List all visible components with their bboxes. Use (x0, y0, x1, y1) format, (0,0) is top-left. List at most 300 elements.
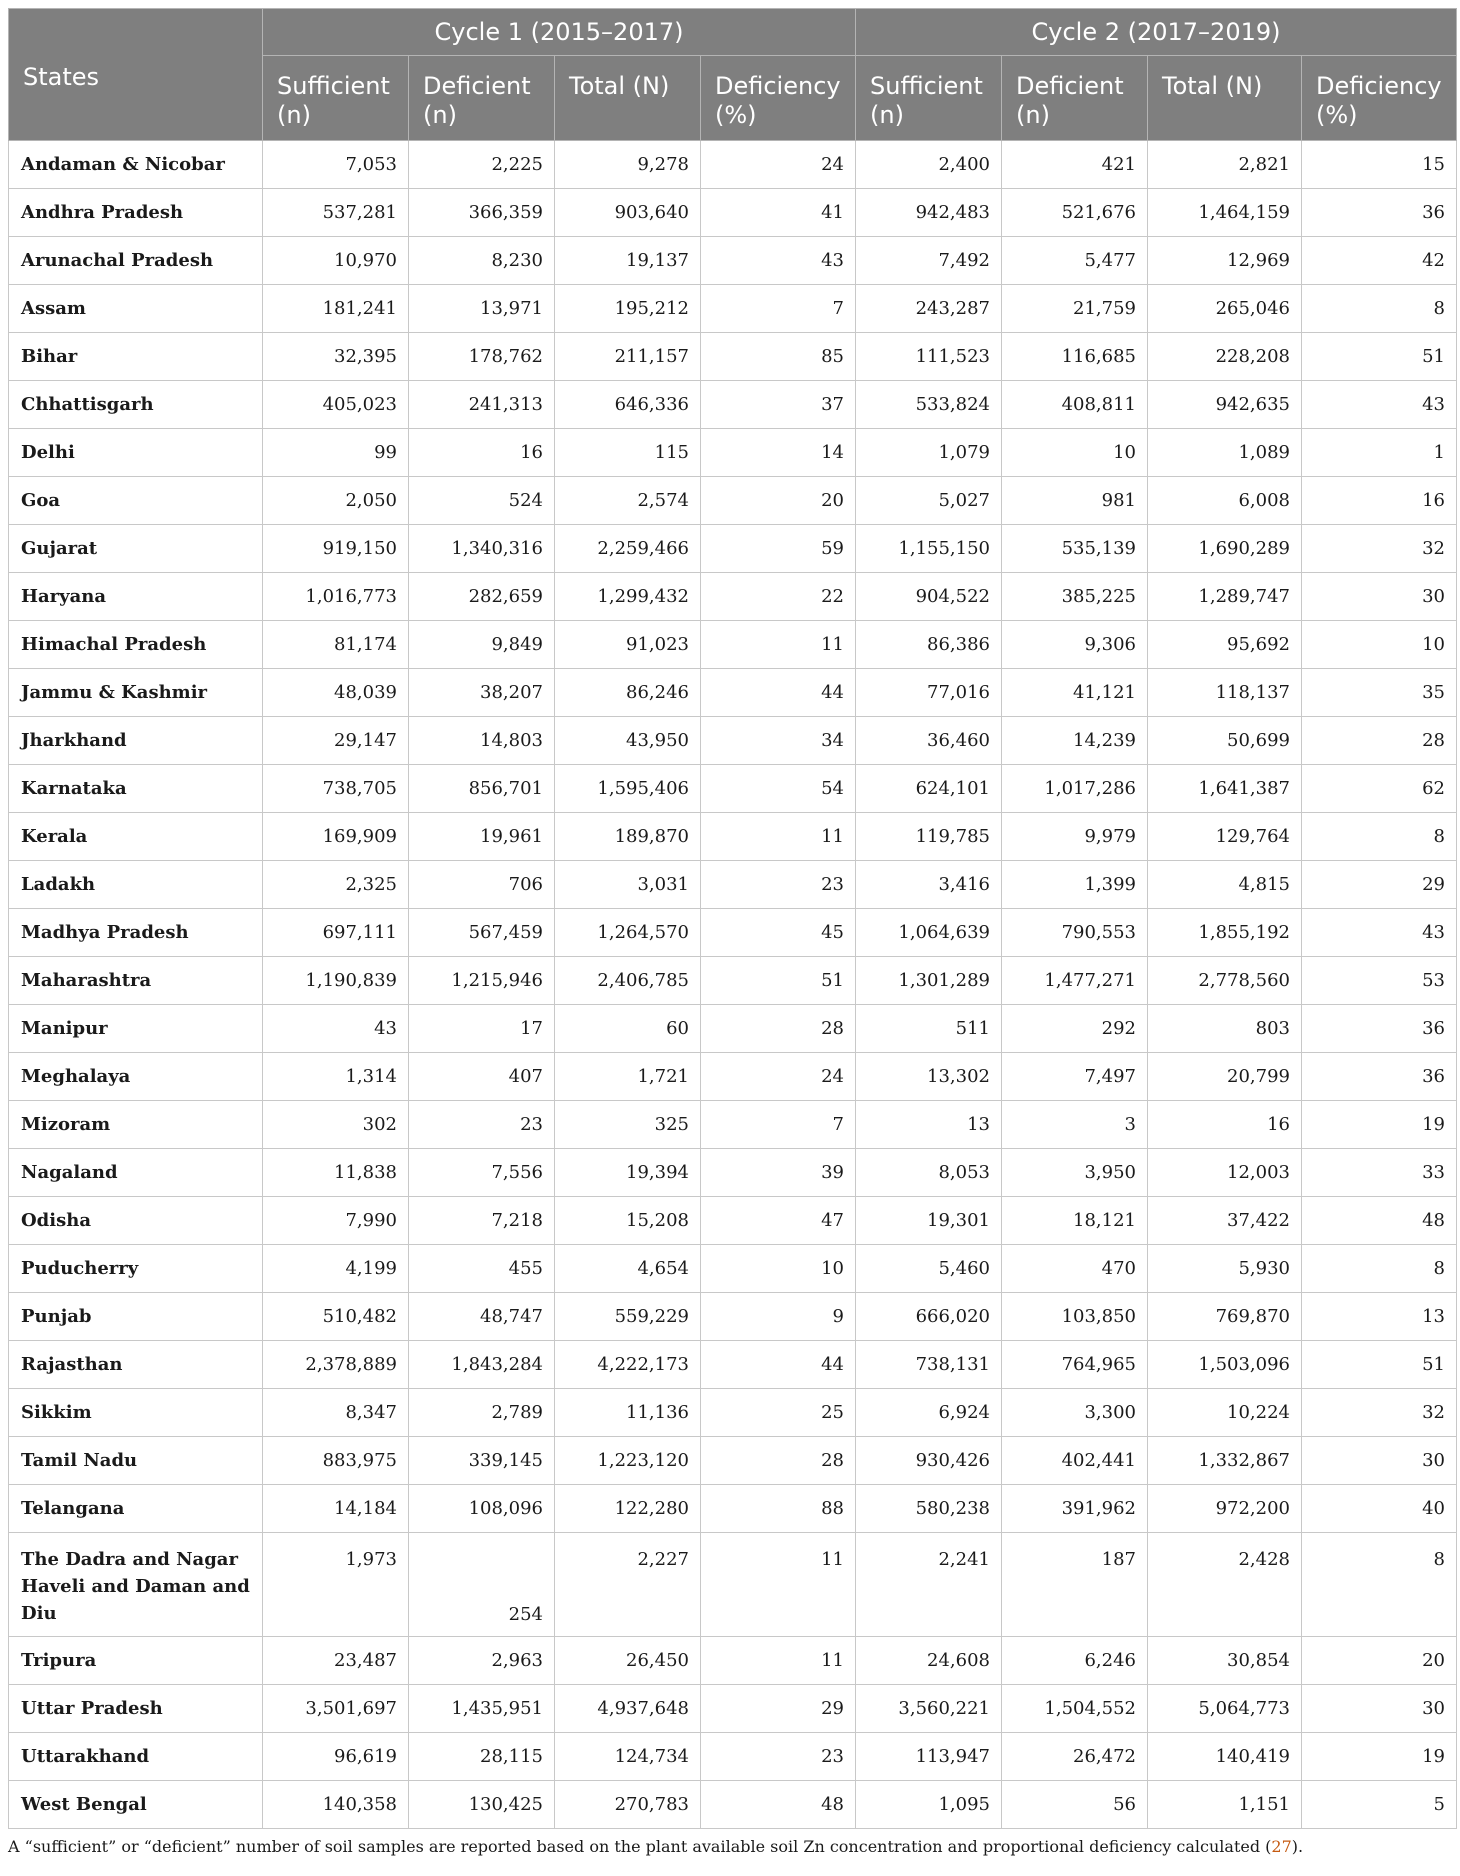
value-cell: 11 (701, 813, 856, 861)
value-cell: 366,359 (409, 189, 555, 237)
value-cell: 42 (1302, 237, 1457, 285)
value-cell: 33 (1302, 1149, 1457, 1197)
state-name-cell: Nagaland (9, 1149, 263, 1197)
value-cell: 43 (1302, 381, 1457, 429)
state-name-cell: Jammu & Kashmir (9, 669, 263, 717)
table-row (9, 1005, 1457, 1053)
state-name-cell: Assam (9, 285, 263, 333)
value-cell: 59 (701, 525, 856, 573)
value-cell: 1,477,271 (1002, 957, 1148, 1005)
value-cell: 6,246 (1002, 1637, 1148, 1685)
value-cell: 524 (409, 477, 555, 525)
states-header: States (9, 9, 263, 141)
value-cell: 17 (409, 1005, 555, 1053)
value-cell: 2,789 (409, 1389, 555, 1437)
value-cell: 1,332,867 (1148, 1437, 1302, 1485)
value-cell: 140,358 (263, 1781, 409, 1829)
value-cell: 2,778,560 (1148, 957, 1302, 1005)
value-cell: 1,843,284 (409, 1341, 555, 1389)
value-cell: 302 (263, 1101, 409, 1149)
col-header: Deficiency (%) (701, 56, 856, 141)
state-name-cell: Uttarakhand (9, 1733, 263, 1781)
value-cell: 1,340,316 (409, 525, 555, 573)
table-row (9, 1637, 1457, 1685)
value-cell: 402,441 (1002, 1437, 1148, 1485)
value-cell: 2,963 (409, 1637, 555, 1685)
value-cell: 19,961 (409, 813, 555, 861)
value-cell: 43 (701, 237, 856, 285)
value-cell: 8,230 (409, 237, 555, 285)
value-cell: 9 (701, 1293, 856, 1341)
table-row (9, 381, 1457, 429)
cycle2-header: Cycle 2 (2017–2019) (856, 9, 1457, 56)
value-cell: 30,854 (1148, 1637, 1302, 1685)
value-cell: 37 (701, 381, 856, 429)
value-cell: 511 (856, 1005, 1002, 1053)
value-cell: 99 (263, 429, 409, 477)
value-cell: 13,971 (409, 285, 555, 333)
table-row (9, 1733, 1457, 1781)
col-header: Deficient (n) (1002, 56, 1148, 141)
table-row (9, 285, 1457, 333)
state-name-cell: Mizoram (9, 1101, 263, 1149)
state-name-cell: Chhattisgarh (9, 381, 263, 429)
value-cell: 1,721 (555, 1053, 701, 1101)
value-cell: 228,208 (1148, 333, 1302, 381)
value-cell: 36,460 (856, 717, 1002, 765)
value-cell: 211,157 (555, 333, 701, 381)
value-cell: 119,785 (856, 813, 1002, 861)
value-cell: 16 (409, 429, 555, 477)
value-cell: 36 (1302, 189, 1457, 237)
value-cell: 3,416 (856, 861, 1002, 909)
table-row (9, 1389, 1457, 1437)
value-cell: 13,302 (856, 1053, 1002, 1101)
value-cell: 91,023 (555, 621, 701, 669)
value-cell: 124,734 (555, 1733, 701, 1781)
value-cell: 38,207 (409, 669, 555, 717)
value-cell: 1,215,946 (409, 957, 555, 1005)
value-cell: 510,482 (263, 1293, 409, 1341)
value-cell: 243,287 (856, 285, 1002, 333)
value-cell: 10,224 (1148, 1389, 1302, 1437)
value-cell: 8,347 (263, 1389, 409, 1437)
value-cell: 1,314 (263, 1053, 409, 1101)
value-cell: 51 (701, 957, 856, 1005)
value-cell: 407 (409, 1053, 555, 1101)
value-cell: 29 (1302, 861, 1457, 909)
value-cell: 13 (1302, 1293, 1457, 1341)
state-name-cell: Manipur (9, 1005, 263, 1053)
value-cell: 282,659 (409, 573, 555, 621)
value-cell: 43,950 (555, 717, 701, 765)
value-cell: 1,151 (1148, 1781, 1302, 1829)
value-cell: 7,492 (856, 237, 1002, 285)
value-cell: 2,574 (555, 477, 701, 525)
value-cell: 15,208 (555, 1197, 701, 1245)
value-cell: 36 (1302, 1005, 1457, 1053)
footnote-text: A “sufficient” or “deficient” number of soil samples are reported based on the plant available soil Zn concentration and proportional deficiency calculated ( (8, 1837, 1272, 1856)
value-cell: 20 (701, 477, 856, 525)
value-cell: 535,139 (1002, 525, 1148, 573)
value-cell: 3,501,697 (263, 1685, 409, 1733)
value-cell: 1,289,747 (1148, 573, 1302, 621)
value-cell: 8,053 (856, 1149, 1002, 1197)
value-cell: 45 (701, 909, 856, 957)
value-cell: 34 (701, 717, 856, 765)
value-cell: 54 (701, 765, 856, 813)
value-cell: 1,503,096 (1148, 1341, 1302, 1389)
table-header (9, 9, 1457, 141)
value-cell: 20,799 (1148, 1053, 1302, 1101)
value-cell: 1,079 (856, 429, 1002, 477)
value-cell: 1,464,159 (1148, 189, 1302, 237)
value-cell: 1,855,192 (1148, 909, 1302, 957)
value-cell: 14,803 (409, 717, 555, 765)
value-cell: 455 (409, 1245, 555, 1293)
value-cell: 4,937,648 (555, 1685, 701, 1733)
value-cell: 85 (701, 333, 856, 381)
value-cell: 646,336 (555, 381, 701, 429)
value-cell: 5,930 (1148, 1245, 1302, 1293)
value-cell: 11 (701, 621, 856, 669)
value-cell: 2,378,889 (263, 1341, 409, 1389)
value-cell: 4,222,173 (555, 1341, 701, 1389)
table-row (9, 237, 1457, 285)
table-row (9, 1101, 1457, 1149)
value-cell: 108,096 (409, 1485, 555, 1533)
value-cell: 5 (1302, 1781, 1457, 1829)
table-row (9, 429, 1457, 477)
value-cell: 408,811 (1002, 381, 1148, 429)
state-name-cell: Andhra Pradesh (9, 189, 263, 237)
table-row (9, 189, 1457, 237)
value-cell: 942,635 (1148, 381, 1302, 429)
value-cell: 19 (1302, 1733, 1457, 1781)
table-row (9, 1685, 1457, 1733)
value-cell: 1,223,120 (555, 1437, 701, 1485)
state-name-cell: West Bengal (9, 1781, 263, 1829)
value-cell: 32 (1302, 525, 1457, 573)
value-cell: 178,762 (409, 333, 555, 381)
table-row (9, 813, 1457, 861)
value-cell: 4,199 (263, 1245, 409, 1293)
value-cell: 14,184 (263, 1485, 409, 1533)
value-cell: 1,504,552 (1002, 1685, 1148, 1733)
table-row (9, 1053, 1457, 1101)
value-cell: 28 (1302, 717, 1457, 765)
value-cell: 5,477 (1002, 237, 1148, 285)
value-cell: 116,685 (1002, 333, 1148, 381)
value-cell: 856,701 (409, 765, 555, 813)
table-row (9, 669, 1457, 717)
value-cell: 36 (1302, 1053, 1457, 1101)
value-cell: 86,386 (856, 621, 1002, 669)
value-cell: 738,131 (856, 1341, 1002, 1389)
col-header: Deficiency (%) (1302, 56, 1457, 141)
table-row (9, 1245, 1457, 1293)
value-cell: 181,241 (263, 285, 409, 333)
table-row (9, 1341, 1457, 1389)
state-name-cell: Arunachal Pradesh (9, 237, 263, 285)
state-name-cell: Sikkim (9, 1389, 263, 1437)
value-cell: 11 (701, 1637, 856, 1685)
value-cell: 113,947 (856, 1733, 1002, 1781)
value-cell: 666,020 (856, 1293, 1002, 1341)
value-cell: 21,759 (1002, 285, 1148, 333)
value-cell: 24 (701, 1053, 856, 1101)
state-name-cell: Uttar Pradesh (9, 1685, 263, 1733)
value-cell: 40 (1302, 1485, 1457, 1533)
value-cell: 24 (701, 141, 856, 189)
value-cell: 86,246 (555, 669, 701, 717)
value-cell: 187 (1002, 1533, 1148, 1637)
value-cell: 19 (1302, 1101, 1457, 1149)
state-name-cell: Tripura (9, 1637, 263, 1685)
value-cell: 883,975 (263, 1437, 409, 1485)
value-cell: 48,039 (263, 669, 409, 717)
state-name-cell: Telangana (9, 1485, 263, 1533)
value-cell: 9,849 (409, 621, 555, 669)
value-cell: 904,522 (856, 573, 1002, 621)
value-cell: 2,400 (856, 141, 1002, 189)
value-cell: 14,239 (1002, 717, 1148, 765)
value-cell: 41,121 (1002, 669, 1148, 717)
state-name-cell: Delhi (9, 429, 263, 477)
value-cell: 3,031 (555, 861, 701, 909)
value-cell: 265,046 (1148, 285, 1302, 333)
table-container (8, 8, 1456, 1856)
table-row (9, 1781, 1457, 1829)
value-cell: 48 (1302, 1197, 1457, 1245)
state-name-cell: Jharkhand (9, 717, 263, 765)
value-cell: 537,281 (263, 189, 409, 237)
value-cell: 790,553 (1002, 909, 1148, 957)
state-name-cell: Andaman & Nicobar (9, 141, 263, 189)
value-cell: 981 (1002, 477, 1148, 525)
table-row (9, 573, 1457, 621)
value-cell: 2,325 (263, 861, 409, 909)
value-cell: 738,705 (263, 765, 409, 813)
value-cell: 41 (701, 189, 856, 237)
value-cell: 96,619 (263, 1733, 409, 1781)
value-cell: 1,155,150 (856, 525, 1002, 573)
value-cell: 62 (1302, 765, 1457, 813)
value-cell: 115 (555, 429, 701, 477)
value-cell: 47 (701, 1197, 856, 1245)
value-cell: 118,137 (1148, 669, 1302, 717)
value-cell: 20 (1302, 1637, 1457, 1685)
value-cell: 2,241 (856, 1533, 1002, 1637)
value-cell: 421 (1002, 141, 1148, 189)
value-cell: 1,595,406 (555, 765, 701, 813)
value-cell: 3,950 (1002, 1149, 1148, 1197)
value-cell: 169,909 (263, 813, 409, 861)
value-cell: 6,924 (856, 1389, 1002, 1437)
value-cell: 19,137 (555, 237, 701, 285)
table-footnote (8, 1837, 1456, 1856)
value-cell: 23 (409, 1101, 555, 1149)
value-cell: 7,556 (409, 1149, 555, 1197)
value-cell: 624,101 (856, 765, 1002, 813)
value-cell: 385,225 (1002, 573, 1148, 621)
value-cell: 580,238 (856, 1485, 1002, 1533)
value-cell: 44 (701, 1341, 856, 1389)
value-cell: 30 (1302, 1437, 1457, 1485)
table-row (9, 1197, 1457, 1245)
value-cell: 1,690,289 (1148, 525, 1302, 573)
value-cell: 769,870 (1148, 1293, 1302, 1341)
value-cell: 50,699 (1148, 717, 1302, 765)
state-name-cell: Rajasthan (9, 1341, 263, 1389)
state-name-cell: Meghalaya (9, 1053, 263, 1101)
col-header: Total (N) (555, 56, 701, 141)
table-row (9, 1533, 1457, 1637)
value-cell: 292 (1002, 1005, 1148, 1053)
value-cell: 103,850 (1002, 1293, 1148, 1341)
value-cell: 12,003 (1148, 1149, 1302, 1197)
value-cell: 30 (1302, 1685, 1457, 1733)
value-cell: 6,008 (1148, 477, 1302, 525)
value-cell: 19,394 (555, 1149, 701, 1197)
value-cell: 325 (555, 1101, 701, 1149)
value-cell: 88 (701, 1485, 856, 1533)
value-cell: 28 (701, 1005, 856, 1053)
value-cell: 29 (701, 1685, 856, 1733)
value-cell: 3,560,221 (856, 1685, 1002, 1733)
value-cell: 51 (1302, 333, 1457, 381)
value-cell: 270,783 (555, 1781, 701, 1829)
value-cell: 29,147 (263, 717, 409, 765)
value-cell: 56 (1002, 1781, 1148, 1829)
value-cell: 11 (701, 1533, 856, 1637)
value-cell: 972,200 (1148, 1485, 1302, 1533)
value-cell: 25 (701, 1389, 856, 1437)
table-body (9, 141, 1457, 1829)
value-cell: 10 (701, 1245, 856, 1293)
value-cell: 189,870 (555, 813, 701, 861)
value-cell: 48,747 (409, 1293, 555, 1341)
value-cell: 11,136 (555, 1389, 701, 1437)
state-name-cell: Haryana (9, 573, 263, 621)
table-row (9, 621, 1457, 669)
value-cell: 3 (1002, 1101, 1148, 1149)
value-cell: 111,523 (856, 333, 1002, 381)
state-name-cell: Madhya Pradesh (9, 909, 263, 957)
state-name-cell: Odisha (9, 1197, 263, 1245)
value-cell: 195,212 (555, 285, 701, 333)
value-cell: 903,640 (555, 189, 701, 237)
value-cell: 28 (701, 1437, 856, 1485)
value-cell: 9,306 (1002, 621, 1148, 669)
value-cell: 7 (701, 1101, 856, 1149)
value-cell: 1,435,951 (409, 1685, 555, 1733)
value-cell: 5,460 (856, 1245, 1002, 1293)
state-name-cell: Himachal Pradesh (9, 621, 263, 669)
state-name-cell: Punjab (9, 1293, 263, 1341)
value-cell: 7,053 (263, 141, 409, 189)
value-cell: 18,121 (1002, 1197, 1148, 1245)
value-cell: 9,278 (555, 141, 701, 189)
value-cell: 23 (701, 1733, 856, 1781)
state-name-cell: Goa (9, 477, 263, 525)
value-cell: 7,497 (1002, 1053, 1148, 1101)
value-cell: 15 (1302, 141, 1457, 189)
value-cell: 14 (701, 429, 856, 477)
value-cell: 22 (701, 573, 856, 621)
table-row (9, 765, 1457, 813)
value-cell: 2,227 (555, 1533, 701, 1637)
value-cell: 28,115 (409, 1733, 555, 1781)
table-row (9, 141, 1457, 189)
value-cell: 130,425 (409, 1781, 555, 1829)
value-cell: 559,229 (555, 1293, 701, 1341)
value-cell: 8 (1302, 813, 1457, 861)
value-cell: 2,259,466 (555, 525, 701, 573)
value-cell: 44 (701, 669, 856, 717)
table-row (9, 1437, 1457, 1485)
zinc-deficiency-table (8, 8, 1457, 1829)
value-cell: 23,487 (263, 1637, 409, 1685)
value-cell: 1,089 (1148, 429, 1302, 477)
value-cell: 53 (1302, 957, 1457, 1005)
value-cell: 9,979 (1002, 813, 1148, 861)
value-cell: 405,023 (263, 381, 409, 429)
value-cell: 10 (1002, 429, 1148, 477)
state-name-cell: Kerala (9, 813, 263, 861)
value-cell: 30 (1302, 573, 1457, 621)
value-cell: 8 (1302, 1245, 1457, 1293)
value-cell: 521,676 (1002, 189, 1148, 237)
value-cell: 10,970 (263, 237, 409, 285)
reference-link[interactable]: 27 (1271, 1837, 1292, 1856)
value-cell: 1 (1302, 429, 1457, 477)
value-cell: 8 (1302, 1533, 1457, 1637)
value-cell: 51 (1302, 1341, 1457, 1389)
state-name-cell: Ladakh (9, 861, 263, 909)
table-row (9, 525, 1457, 573)
value-cell: 2,225 (409, 141, 555, 189)
value-cell: 1,399 (1002, 861, 1148, 909)
value-cell: 32 (1302, 1389, 1457, 1437)
value-cell: 77,016 (856, 669, 1002, 717)
value-cell: 2,406,785 (555, 957, 701, 1005)
value-cell: 7 (701, 285, 856, 333)
col-header: Sufficient (n) (856, 56, 1002, 141)
value-cell: 4,654 (555, 1245, 701, 1293)
value-cell: 32,395 (263, 333, 409, 381)
value-cell: 1,064,639 (856, 909, 1002, 957)
table-row (9, 957, 1457, 1005)
value-cell: 140,419 (1148, 1733, 1302, 1781)
table-row (9, 477, 1457, 525)
state-name-cell: Karnataka (9, 765, 263, 813)
value-cell: 81,174 (263, 621, 409, 669)
value-cell: 129,764 (1148, 813, 1302, 861)
value-cell: 8 (1302, 285, 1457, 333)
state-name-cell: Bihar (9, 333, 263, 381)
table-row (9, 1293, 1457, 1341)
value-cell: 122,280 (555, 1485, 701, 1533)
value-cell: 697,111 (263, 909, 409, 957)
value-cell: 23 (701, 861, 856, 909)
value-cell: 26,472 (1002, 1733, 1148, 1781)
value-cell: 706 (409, 861, 555, 909)
value-cell: 43 (263, 1005, 409, 1053)
value-cell: 5,027 (856, 477, 1002, 525)
value-cell: 13 (856, 1101, 1002, 1149)
value-cell: 533,824 (856, 381, 1002, 429)
